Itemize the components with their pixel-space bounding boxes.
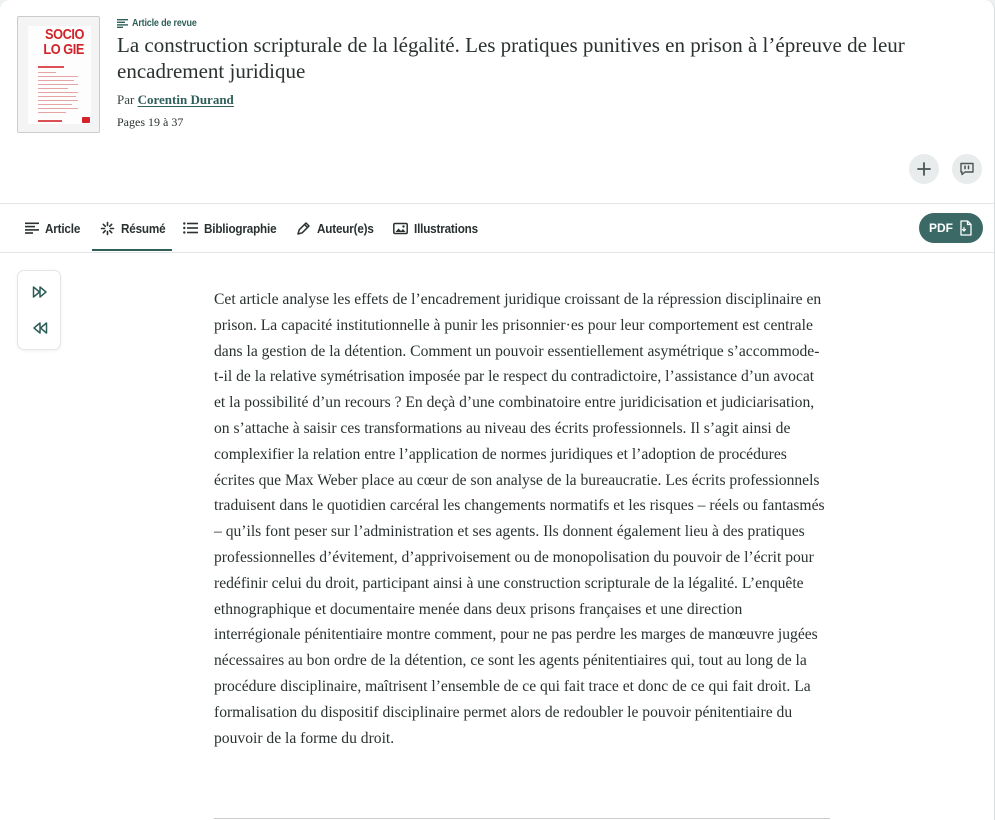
add-button[interactable]: [909, 154, 939, 184]
abstract-text: Cet article analyse les effets de l’encadrement juridique croissant de la répression disciplinaire en prison. La capacité institutionnelle à punir les prisonnier·es pour leur comportement est centrale dans la gestion de la détention. Comment un pouvoir essentiellement asymétrique s’accommode-t-il de la relative symétrisation imposée par le respect du contradictoire, l’assistance d’un avocat et la possibilité d’un recours ? En deçà d’une combinatoire entre juridicisation et judiciarisation, on s’attache à saisir ces transformations au niveau des écrits professionnels. Il s’agit ainsi de complexifier la relation entre l’application de normes juridiques et l’adoption de procédures écrites que Max Weber place au cœur de son analyse de la bureaucratie. Les écrits professionnels traduisent dans le quotidien carcéral les changements normatifs et les risques – réels ou fantasmés – qu’ils font peser sur l’administration et ses agents. Ils donnent également lieu à des pratiques professionnelles d’évitement, d’apprivoisement ou de monopolisation du pouvoir de l’écrit pour redéfinir celui du droit, participant ainsi à une construction scripturale de la légalité. L’enquête ethnographique et documentaire menée dans deux prisons françaises et une direction interrégionale pénitentiaire montre comment, pour ne pas perdre les marges de manœuvre jugées nécessaires au bon ordre de la détention, ce sont les agents pénitentiaires qui, tout au long de la procédure disciplinaire, maîtrisent l’ensemble de ce qui fait trace et donc de ce qui fait droit. La formalisation du dispositif disciplinaire permet alors de redoubler le pouvoir pénitentiaire du pouvoir de la forme du droit.: [214, 291, 825, 747]
author-line: [117, 92, 234, 108]
page-range: Pages 19 à 37: [117, 115, 184, 129]
active-tab-indicator: [92, 249, 172, 251]
article-title: La construction scripturale de la légalité. Les pratiques punitives en prison à l’épreuve de leur encadrement juridique: [117, 33, 905, 83]
tab-label: Article: [45, 220, 81, 236]
lines-icon: [117, 19, 128, 28]
pdf-file-icon: [959, 220, 973, 236]
pdf-download-button[interactable]: [919, 213, 983, 243]
lines-icon: [25, 222, 39, 234]
pen-icon: [296, 221, 311, 236]
article-tabs: [0, 204, 995, 252]
tab-label: Auteur(e)s: [317, 220, 374, 236]
author-prefix: Par: [117, 92, 135, 107]
image-icon: [393, 222, 408, 235]
pdf-label: PDF: [929, 221, 953, 235]
previous-section-button[interactable]: [30, 318, 50, 338]
tab-bibliographie[interactable]: [183, 204, 284, 252]
tab-label: Résumé: [121, 220, 166, 236]
cover-title: SOCIO LO GIE: [43, 26, 84, 58]
tab-label: Bibliographie: [204, 220, 277, 236]
next-section-button[interactable]: [30, 282, 50, 302]
rewind-icon: [32, 321, 48, 335]
article-type: [117, 16, 204, 30]
article-header: [0, 0, 995, 204]
tab-label: Illustrations: [414, 220, 478, 236]
plus-icon: [917, 162, 931, 176]
tab-article[interactable]: [25, 204, 84, 252]
sparkle-icon: [100, 221, 115, 236]
cite-button[interactable]: [952, 154, 982, 184]
tabs-divider: [0, 252, 995, 253]
content-divider: [214, 818, 830, 819]
author-link[interactable]: Corentin Durand: [137, 92, 234, 107]
quote-icon: [959, 161, 975, 177]
publisher-logo: [82, 117, 90, 123]
side-navigation: [17, 270, 61, 350]
list-icon: [183, 222, 198, 234]
tab-auteurs[interactable]: [296, 204, 380, 252]
tab-resume[interactable]: [100, 204, 170, 252]
tab-illustrations[interactable]: [393, 204, 485, 252]
article-type-label: Article de revue: [132, 17, 197, 29]
fast-forward-icon: [32, 285, 48, 299]
journal-cover[interactable]: [17, 16, 100, 133]
